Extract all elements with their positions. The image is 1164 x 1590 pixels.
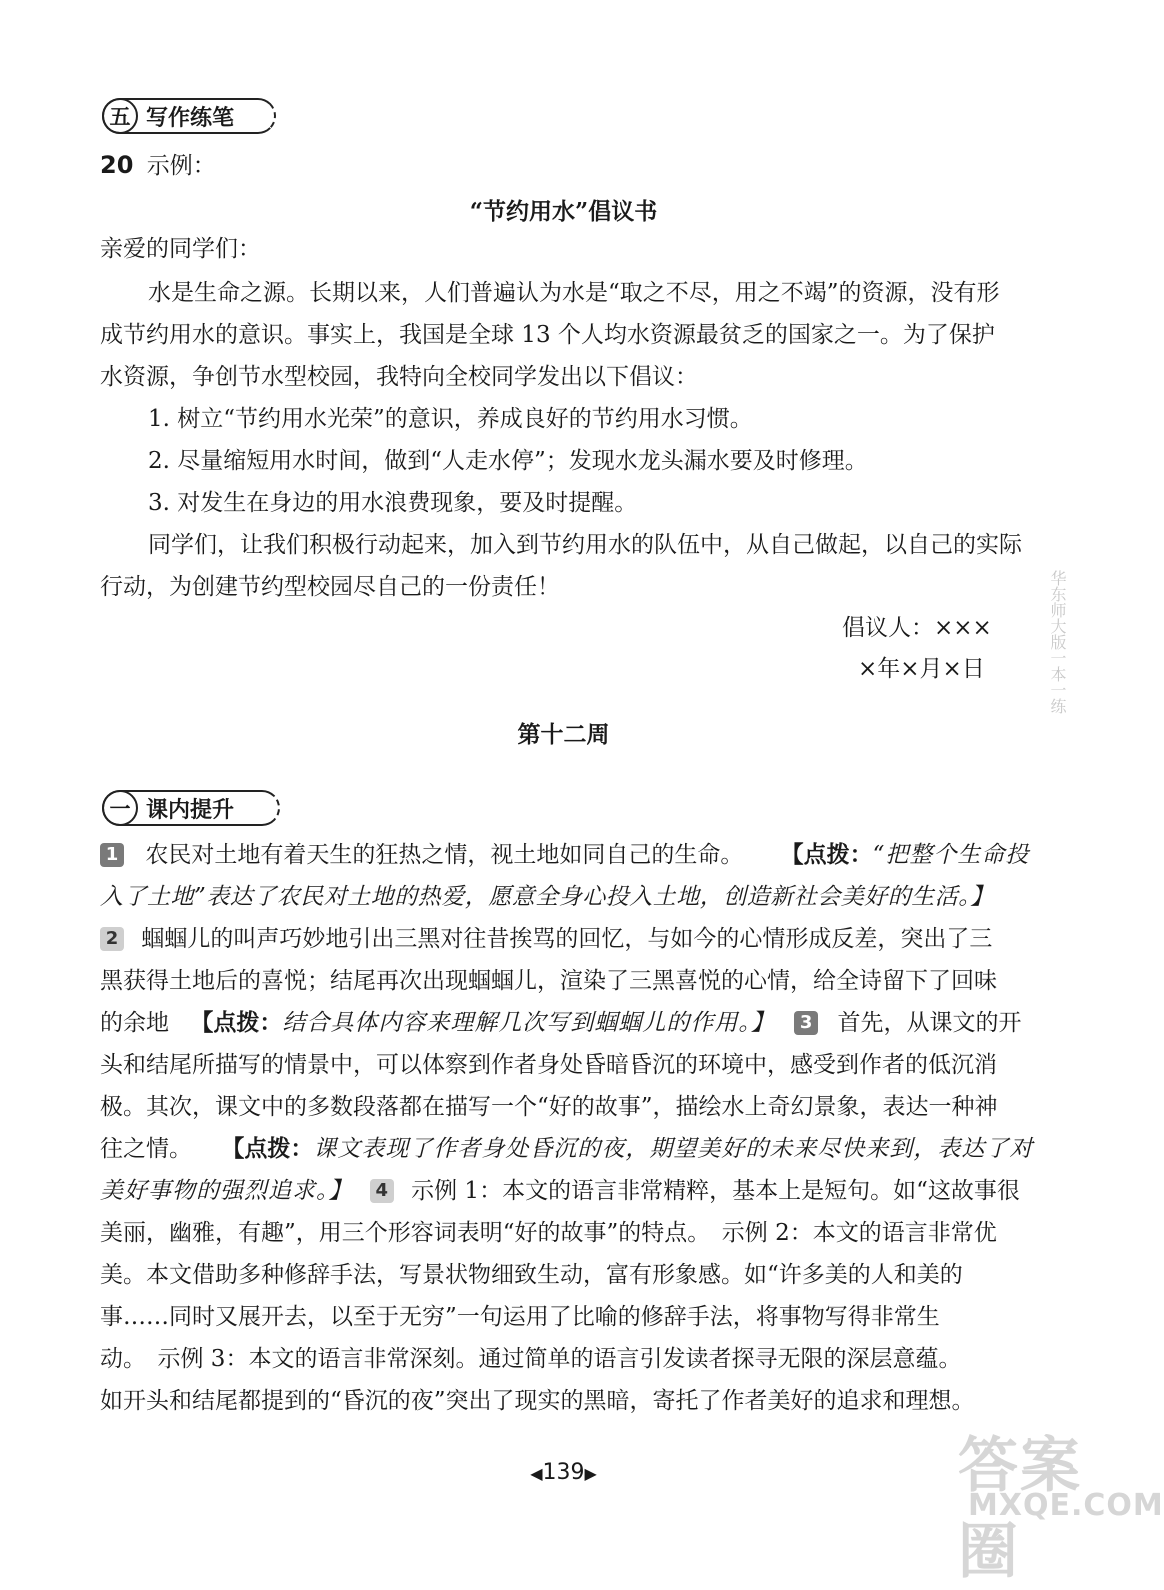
- answer-line: [100, 1176, 1020, 1206]
- answer-line: 黑获得土地后的喜悦；结尾再次出现蝈蝈儿，渲染了三黑喜悦的心情，给全诗留下了回味: [100, 968, 997, 994]
- question-badge: 1: [100, 843, 124, 867]
- section-label: 课内提升: [146, 796, 235, 823]
- answer-line: [100, 1134, 1033, 1164]
- hint-text: “把整个生命投: [872, 842, 1030, 868]
- letter-line: 行动，为创建节约型校园尽自己的一份责任！: [100, 574, 560, 600]
- watermark-url: MXQE.COM: [968, 1488, 1164, 1523]
- hint-text: 入了土地”表达了农民对土地的热爱，愿意全身心投入土地，创造新社会美好的生活。】: [100, 884, 994, 910]
- letter-greeting: 亲爱的同学们：: [100, 236, 261, 262]
- letter-line: 1. 树立“节约用水光荣”的意识，养成良好的节约用水习惯。: [148, 406, 753, 432]
- answer-line: 如开头和结尾都提到的“昏沉的夜”突出了现实的黑暗，寄托了作者美好的追求和理想。: [100, 1388, 975, 1414]
- answer-text: 的余地: [100, 1010, 169, 1036]
- answer-line: [100, 1008, 1021, 1038]
- question-number: 20: [100, 151, 134, 179]
- hint-label: 【点拨：: [190, 1010, 283, 1036]
- letter-date: ×年×月×日: [858, 656, 985, 682]
- answer-line: 事……同时又展开去，以至于无穷”一句运用了比喻的修辞手法，将事物写得非常生: [100, 1304, 940, 1330]
- question-intro: 示例：: [146, 153, 216, 179]
- answer-text: 蝈蝈儿的叫声巧妙地引出三黑对往昔挨骂的回忆，与如今的心情形成反差，突出了三: [141, 926, 993, 952]
- answer-text: 首先，从课文的开: [837, 1010, 1022, 1036]
- section-number: 五: [102, 98, 138, 134]
- hint-label: 【点拨：: [780, 842, 873, 868]
- hint-label: 【点拨：: [221, 1136, 314, 1162]
- answer-line: 美。本文借助多种修辞手法，写景状物细致生动，富有形象感。如“许多美的人和美的: [100, 1262, 963, 1288]
- watermark-logo: 答案圈: [958, 1431, 1082, 1587]
- hint-text: 课文表现了作者身处昏沉的夜，期望美好的未来尽快来到，表达了对: [313, 1136, 1034, 1162]
- letter-line: 成节约用水的意识。事实上，我国是全球 13 个人均水资源最贫乏的国家之一。为了保护: [100, 322, 995, 348]
- right-arrow-icon: ▶: [584, 1464, 597, 1483]
- letter-title: “节约用水”倡议书: [469, 198, 658, 225]
- question-badge: 3: [794, 1011, 818, 1035]
- answer-line: 美丽，幽雅，有趣”，用三个形容词表明“好的故事”的特点。 示例 2：本文的语言非常优: [100, 1220, 997, 1246]
- question-20: [100, 150, 216, 181]
- letter-line: 水是生命之源。长期以来，人们普遍认为水是“取之不尽，用之不竭”的资源，没有形: [148, 280, 1000, 306]
- section-number: 一: [102, 790, 138, 826]
- week-title: 第十二周: [517, 721, 610, 748]
- left-arrow-icon: ◀: [530, 1464, 543, 1483]
- answer-line: 头和结尾所描写的情景中，可以体察到作者身处昏暗昏沉的环境中，感受到作者的低沉消: [100, 1052, 997, 1078]
- hint-text: 结合具体内容来理解几次写到蝈蝈儿的作用。】: [282, 1010, 775, 1036]
- hint-text: 美好事物的强烈追求。】: [100, 1178, 353, 1204]
- answer-text: 示例 1：本文的语言非常精粹，基本上是短句。如“这故事很: [411, 1178, 1020, 1204]
- letter-line: 2. 尽量缩短用水时间，做到“人走水停”；发现水龙头漏水要及时修理。: [148, 448, 868, 474]
- page-number-value: 139: [542, 1460, 585, 1485]
- question-badge: 4: [370, 1179, 394, 1203]
- answer-line: 极。其次，课文中的多数段落都在描写一个“好的故事”，描绘水上奇幻景象，表达一种神: [100, 1094, 998, 1120]
- answer-text: 往之情。: [100, 1136, 192, 1162]
- answer-text: 农民对土地有着天生的狂热之情，视土地如同自己的生命。: [145, 842, 744, 868]
- answer-line: [100, 924, 992, 954]
- answer-line: [100, 840, 1029, 870]
- letter-signature: 倡议人：×××: [842, 615, 992, 641]
- letter-line: 同学们，让我们积极行动起来，加入到节约用水的队伍中，从自己做起，以自己的实际: [148, 532, 1022, 558]
- answer-line: 动。 示例 3：本文的语言非常深刻。通过简单的语言引发读者探寻无限的深层意蕴。: [100, 1346, 962, 1372]
- section-label: 写作练笔: [146, 104, 235, 131]
- section-badge-in-class: [102, 790, 280, 826]
- letter-line: 水资源，争创节水型校园，我特向全校同学发出以下倡议：: [100, 364, 698, 390]
- question-badge: 2: [100, 927, 124, 951]
- letter-line: 3. 对发生在身边的用水浪费现象，要及时提醒。: [148, 490, 638, 516]
- side-book-title: 华东师大版一本一练: [1048, 570, 1067, 714]
- section-badge-writing: [102, 98, 276, 134]
